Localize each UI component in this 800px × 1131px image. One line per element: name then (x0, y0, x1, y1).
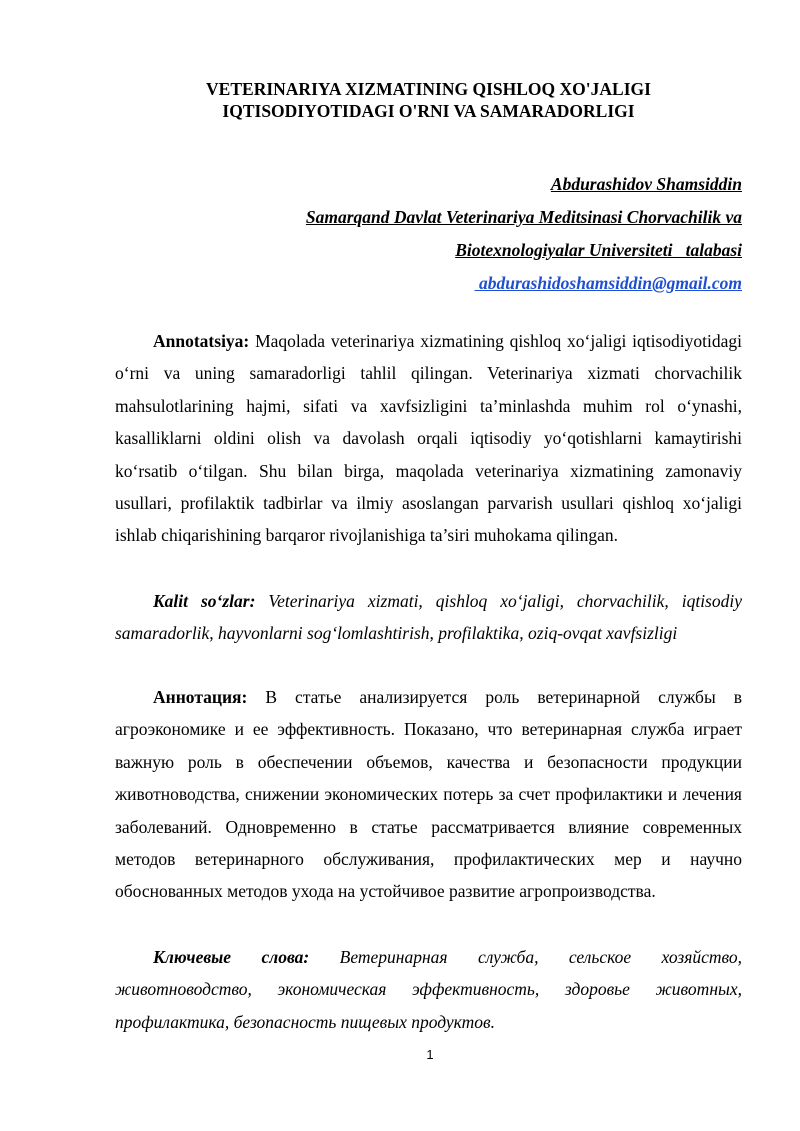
keywords-uzbek (115, 585, 742, 650)
keywords-russian (115, 941, 742, 1038)
keywords-uzbek-text: Veterinariya xizmati, qishloq xo‘jaligi, chorvachilik, iqtisodiy samaradorlik, hayvonlarni sog‘lomlashtirish, profilaktika, oziq-ovqat xavfsizligi (115, 591, 742, 644)
author-block (306, 168, 742, 300)
paper-title (115, 78, 742, 122)
keywords-russian-label: Ключевые слова: (153, 947, 310, 967)
author-affiliation-line-2: Biotexnologiyalar Universiteti talabasi (455, 240, 742, 260)
abstract-uzbek-text: Maqolada veterinariya xizmatining qishloq xo‘jaligi iqtisodiyotidagi o‘rni va uning samaradorligi tahlil qilingan. Veterinariya xizmati chorvachilik mahsulotlarining hajmi, sifati va xavfsizligini ta’minlashda muhim rol o‘ynashi, kasalliklarni oldini olish va davolash orqali iqtisodiy yo‘qotishlarni kamaytirishi ko‘rsatib o‘tilgan. Shu bilan birga, maqolada veterinariya xizmatining zamonaviy usullari, profilaktik tadbirlar va ilmiy asoslangan parvarish usullari qishloq xo‘jaligi ishlab chiqarishining barqaror rivojlanishiga ta’siri muhokama qilingan. (115, 331, 742, 546)
page-number: 1 (426, 1047, 434, 1062)
abstract-uzbek (115, 325, 742, 552)
keywords-uzbek-label: Kalit so‘zlar: (153, 591, 256, 611)
keywords-russian-text: Ветеринарная служба, сельское хозяйство, животноводство, экономическая эффективность, здоровье животных, профилактика, безопасность пищевых продуктов. (115, 947, 742, 1032)
abstract-uzbek-label: Annotatsiya: (153, 331, 250, 351)
author-affiliation-line-1: Samarqand Davlat Veterinariya Meditsinasi Chorvachilik va (305, 207, 742, 227)
abstract-russian-text: В статье анализируется роль ветеринарной службы в агроэкономике и ее эффективность. Показано, что ветеринарная служба играет важную роль в обеспечении объемов, качества и безопасности продукции животноводства, снижении экономических потерь за счет профилактики и лечения заболеваний. Одновременно в статье рассматривается влияние современных методов ветеринарного обслуживания, профилактических мер и научно обоснованных методов ухода на устойчивое развитие агропроизводства. (115, 687, 742, 902)
author-name: Abdurashidov Shamsiddin (550, 174, 742, 194)
title-line-2: IQTISODIYOTIDAGI O'RNI VA SAMARADORLIGI (222, 101, 635, 121)
abstract-russian (115, 681, 742, 908)
title-line-1: VETERINARIYA XIZMATINING QISHLOQ XO'JALIGI (206, 79, 651, 99)
author-email-link[interactable]: abdurashidoshamsiddin@gmail.com (474, 273, 742, 293)
abstract-russian-label: Аннотация: (153, 687, 248, 707)
